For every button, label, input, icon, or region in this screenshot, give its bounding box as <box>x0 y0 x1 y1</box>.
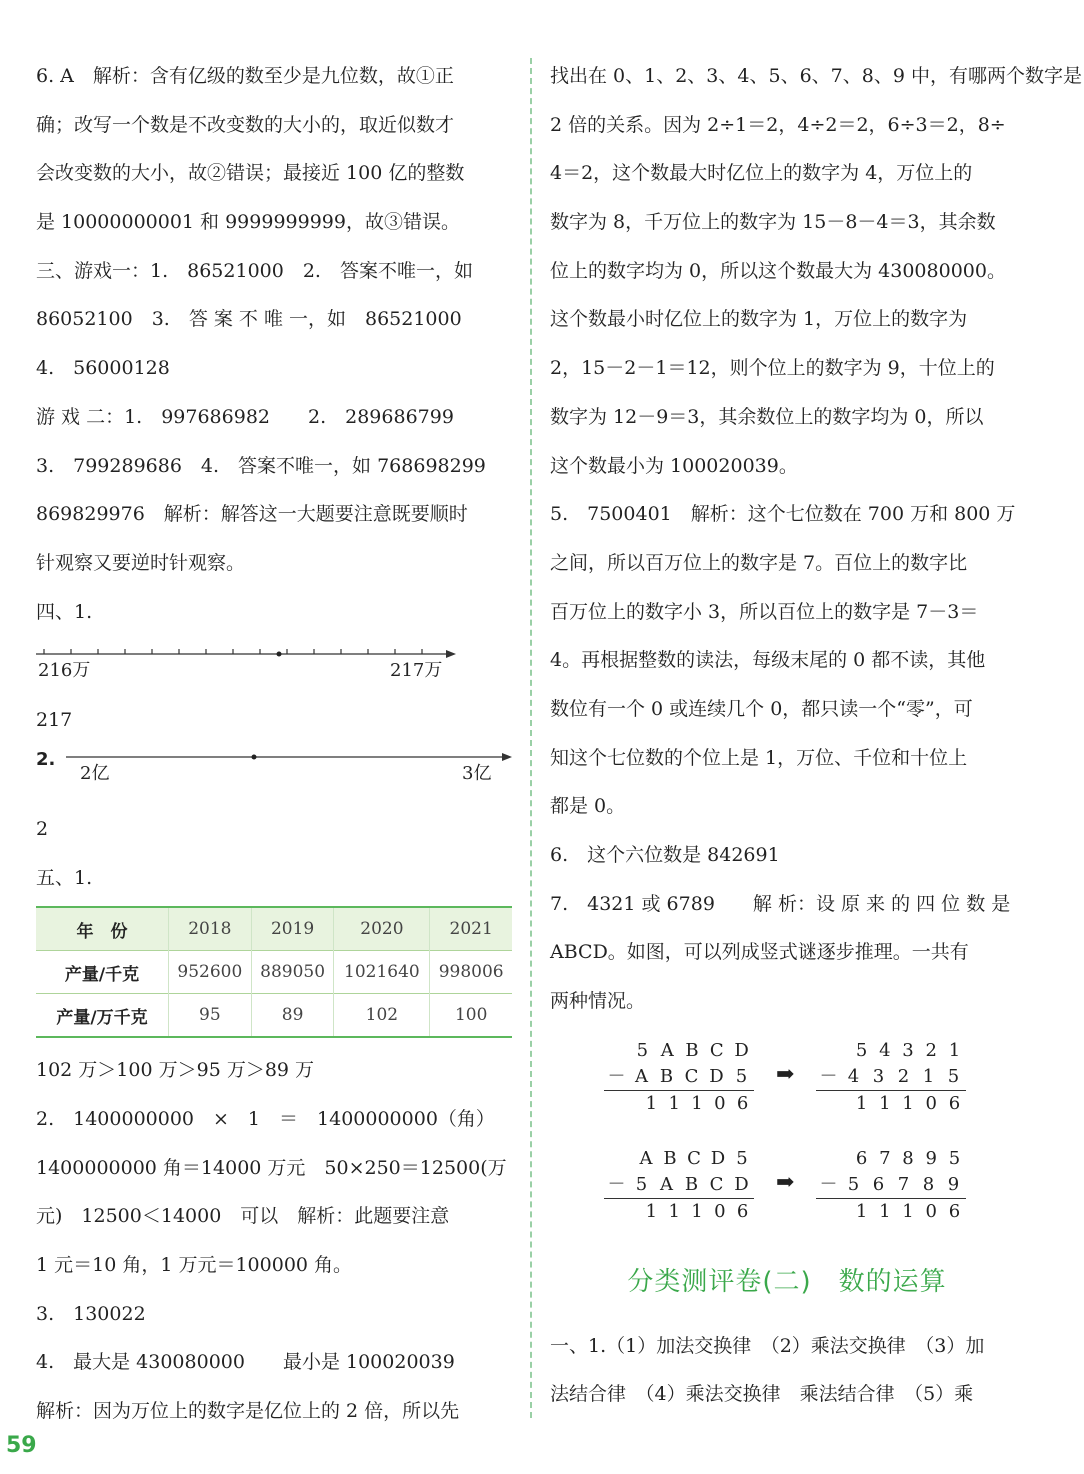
puzzle-digit: 6 <box>736 1200 749 1222</box>
puzzle-digit: 6 <box>948 1200 961 1222</box>
text-line: 6. A 解析：含有亿级的数至少是九位数，故①正 <box>36 65 454 87</box>
text-line: 4. 56000128 <box>36 357 170 380</box>
text-line: 2 <box>36 817 49 840</box>
text-line: 是 10000000001 和 9999999999，故③错误。 <box>36 211 460 234</box>
table-cell: 889050 <box>251 951 334 994</box>
puzzle-digit: 1 <box>691 1200 703 1222</box>
text-line: 数位有一个 0 或连续几个 0，都只读一个“零”，可 <box>550 697 973 720</box>
text-line: 3. 799289686 4. 答案不唯一，如 768698299 <box>36 454 486 477</box>
puzzle-digit: B <box>663 1147 677 1169</box>
text-line: 4。再根据整数的读法，每级末尾的 0 都不读，其他 <box>550 649 986 672</box>
puzzle-1-right <box>816 1038 966 1117</box>
text-line: 位上的数字均为 0，所以这个数最大为 430080000。 <box>550 259 1006 282</box>
puzzle-digit: 9 <box>925 1147 937 1169</box>
text-line: 2 倍的关系。因为 2÷1＝2，4÷2＝2，6÷3＝2，8÷ <box>550 113 1006 136</box>
text-line: 这个数最小为 100020039。 <box>550 454 798 477</box>
number-line-1-right-label: 217万 <box>390 660 443 682</box>
puzzle-digit: 5 <box>948 1147 961 1169</box>
puzzle-digit: D <box>734 1173 749 1195</box>
section-title: 分类测评卷(二) 数的运算 <box>627 1266 947 1297</box>
puzzle-digit: A <box>660 1173 673 1195</box>
puzzle-digit: 2 <box>897 1065 910 1087</box>
puzzle-2-right <box>816 1146 966 1225</box>
left-column <box>36 52 512 1436</box>
table-cell: 2019 <box>251 907 334 951</box>
number-line-2-left-label: 2亿 <box>80 762 110 784</box>
text-line: 1 元＝10 角，1 万元＝100000 角。 <box>36 1254 353 1277</box>
puzzle-digit: 6 <box>872 1173 885 1195</box>
table-cell: 89 <box>251 994 334 1038</box>
puzzle-digit: 1 <box>902 1092 914 1114</box>
table-cell: 998006 <box>430 951 512 994</box>
text-line: 102 万＞100 万＞95 万＞89 万 <box>36 1059 315 1082</box>
puzzle-row <box>816 1038 966 1064</box>
puzzle-digit: A <box>635 1065 648 1087</box>
puzzle-digit: 9 <box>947 1173 960 1195</box>
text-line: ABCD。如图，可以列成竖式谜逐步推理。一共有 <box>550 941 969 964</box>
page-number: 59 <box>6 1433 37 1458</box>
puzzle-digit: 5 <box>736 1147 748 1169</box>
puzzle-digit: 5 <box>847 1173 860 1195</box>
number-line-2 <box>36 745 512 805</box>
text-line: 2，15－2－1＝12，则个位上的数字为 9，十位上的 <box>550 357 995 380</box>
column-divider <box>530 58 532 1418</box>
text-line: 会改变数的大小，故②错误；最接近 100 亿的整数 <box>36 162 465 185</box>
text-line: 2. 1400000000 × 1 ＝ 1400000000（角） <box>36 1108 495 1130</box>
puzzle-digit: B <box>659 1065 674 1087</box>
puzzle-digit: 3 <box>902 1039 914 1061</box>
text-line: 找出在 0、1、2、3、4、5、6、7、8、9 中，有哪两个数字是 <box>550 65 1082 87</box>
puzzle-digit: 0 <box>925 1092 937 1114</box>
puzzle-digit: 0 <box>925 1200 937 1222</box>
puzzle-row <box>604 1172 754 1198</box>
puzzle-digit: B <box>685 1039 699 1061</box>
text-line: 3. 130022 <box>36 1302 146 1325</box>
puzzle-digit: 4 <box>847 1065 860 1087</box>
text-line: 法结合律 （4）乘法交换律 乘法结合律 （5）乘 <box>550 1383 974 1406</box>
text-line: 确；改写一个数是不改变数的大小的，取近似数才 <box>36 113 455 136</box>
text-line: 6. 这个六位数是 842691 <box>550 844 780 866</box>
puzzle-1-left <box>604 1038 754 1117</box>
puzzle-digit: 5 <box>635 1173 648 1195</box>
arrow-right-icon: ➡ <box>776 1061 795 1087</box>
text-line: 针观察又要逆时针观察。 <box>36 551 246 574</box>
text-line: 百万位上的数字小 3，所以百位上的数字是 7－3＝ <box>550 600 979 623</box>
table-row <box>36 951 512 994</box>
puzzle-digit: D <box>709 1065 724 1087</box>
subtraction-puzzle-1 <box>550 1026 1024 1134</box>
text-line: 元) 12500＜14000 可以 解析：此题要注意 <box>36 1205 450 1228</box>
puzzle-digit: 5 <box>636 1039 649 1061</box>
puzzle-digit: 7 <box>897 1173 910 1195</box>
puzzle-digit: 5 <box>855 1039 868 1061</box>
table-cell: 2020 <box>334 907 430 951</box>
text-line: 这个数最小时亿位上的数字为 1，万位上的数字为 <box>550 308 968 331</box>
puzzle-digit: 1 <box>879 1200 891 1222</box>
puzzle-row <box>604 1038 754 1064</box>
text-line: 1400000000 角＝14000 万元 50×250＝12500(万 <box>36 1156 507 1179</box>
number-line-2-number: 2. <box>36 748 56 770</box>
puzzle-digit: 1 <box>645 1092 658 1114</box>
text-line: 两种情况。 <box>550 990 646 1013</box>
table-row <box>36 907 512 951</box>
production-table <box>36 906 512 1038</box>
puzzle-digit: 6 <box>855 1147 868 1169</box>
text-line: 五、1. <box>36 866 93 889</box>
puzzle-row <box>816 1172 966 1198</box>
puzzle-digit: 1 <box>668 1200 680 1222</box>
puzzle-row <box>816 1091 966 1117</box>
puzzle-digit: 7 <box>879 1147 891 1169</box>
puzzle-digit: 4 <box>879 1039 891 1061</box>
number-line-2-point <box>252 754 257 759</box>
text-line: 游 戏 二：1. 997686982 2. 289686799 <box>36 405 454 428</box>
puzzle-digit: C <box>709 1173 724 1195</box>
puzzle-digit: A <box>639 1147 653 1169</box>
puzzle-digit: 5 <box>735 1065 748 1087</box>
text-line: 217 <box>36 709 73 732</box>
table-cell: 102 <box>334 994 430 1038</box>
puzzle-row <box>604 1199 754 1225</box>
puzzle-digit: B <box>684 1173 699 1195</box>
table-cell: 100 <box>430 994 512 1038</box>
table-row <box>36 994 512 1038</box>
puzzle-digit: － <box>819 1173 838 1195</box>
puzzle-row <box>816 1064 966 1090</box>
puzzle-row <box>816 1146 966 1172</box>
puzzle-row <box>604 1064 754 1090</box>
puzzle-digit: 3 <box>872 1065 885 1087</box>
table-cell: 1021640 <box>334 951 430 994</box>
puzzle-row <box>604 1091 754 1117</box>
puzzle-digit: C <box>709 1039 724 1061</box>
puzzle-digit: C <box>687 1147 701 1169</box>
number-line-1-point <box>277 652 282 657</box>
puzzle-digit: 1 <box>855 1200 868 1222</box>
puzzle-digit: 1 <box>902 1200 914 1222</box>
arrow-right-icon: ➡ <box>776 1169 795 1195</box>
puzzle-digit: D <box>734 1039 749 1061</box>
right-column <box>550 52 1082 1419</box>
puzzle-digit: 5 <box>947 1065 960 1087</box>
table-cell: 952600 <box>169 951 252 994</box>
puzzle-digit: 1 <box>668 1092 680 1114</box>
puzzle-digit: 1 <box>879 1092 891 1114</box>
puzzle-digit: 8 <box>922 1173 935 1195</box>
puzzle-digit: 1 <box>691 1092 703 1114</box>
table-cell: 年 份 <box>36 907 169 951</box>
puzzle-digit: A <box>660 1039 674 1061</box>
text-line: 解析：因为万位上的数字是亿位上的 2 倍，所以先 <box>36 1400 460 1423</box>
puzzle-digit: 1 <box>948 1039 961 1061</box>
table-cell: 产量/万千克 <box>56 1007 148 1028</box>
puzzle-row <box>816 1199 966 1225</box>
subtraction-puzzle-2 <box>550 1134 1024 1242</box>
puzzle-digit: 2 <box>925 1039 937 1061</box>
number-line-1 <box>36 636 512 696</box>
text-line: 5. 7500401 解析：这个七位数在 700 万和 800 万 <box>550 503 1016 526</box>
table-cell: 95 <box>169 994 252 1038</box>
number-line-2-right-label: 3亿 <box>462 762 492 784</box>
puzzle-digit: 1 <box>922 1065 935 1087</box>
text-line: 7. 4321 或 6789 解 析：设 原 来 的 四 位 数 是 <box>550 892 1011 915</box>
text-line: 数字为 8，千万位上的数字为 15－8－4＝3，其余数 <box>550 211 996 234</box>
puzzle-digit: 8 <box>902 1147 914 1169</box>
text-line: 都是 0。 <box>550 795 626 818</box>
puzzle-digit: 0 <box>714 1092 726 1114</box>
text-line: 4＝2，这个数最大时亿位上的数字为 4，万位上的 <box>550 162 973 185</box>
puzzle-digit: 0 <box>714 1200 726 1222</box>
table-cell: 产量/千克 <box>64 964 140 985</box>
text-line: 之间，所以百万位上的数字是 7。百位上的数字比 <box>550 551 968 574</box>
puzzle-digit: 6 <box>948 1092 961 1114</box>
text-line: 四、1. <box>36 600 93 623</box>
text-line: 一、1.（1）加法交换律 （2）乘法交换律 （3）加 <box>550 1334 985 1357</box>
text-line: 86052100 3. 答 案 不 唯 一，如 86521000 <box>36 308 462 331</box>
puzzle-digit: C <box>684 1065 699 1087</box>
puzzle-digit: － <box>607 1173 626 1195</box>
text-line: 869829976 解析：解答这一大题要注意既要顺时 <box>36 503 468 526</box>
table-cell: 2018 <box>169 907 252 951</box>
puzzle-digit: D <box>710 1147 726 1169</box>
puzzle-digit: － <box>607 1065 626 1087</box>
table-cell: 2021 <box>430 907 512 951</box>
number-line-1-left-label: 216万 <box>38 660 91 682</box>
puzzle-row <box>604 1146 754 1172</box>
text-line: 4. 最大是 430080000 最小是 100020039 <box>36 1351 455 1374</box>
text-line: 数字为 12－9＝3，其余数位上的数字均为 0，所以 <box>550 405 984 428</box>
puzzle-2-left <box>604 1146 754 1225</box>
text-line: 三、游戏一：1. 86521000 2. 答案不唯一，如 <box>36 259 473 282</box>
puzzle-digit: － <box>819 1065 838 1087</box>
text-line: 知这个七位数的个位上是 1，万位、千位和十位上 <box>550 746 968 769</box>
puzzle-digit: 6 <box>736 1092 749 1114</box>
puzzle-digit: 1 <box>645 1200 658 1222</box>
puzzle-digit: 1 <box>855 1092 868 1114</box>
